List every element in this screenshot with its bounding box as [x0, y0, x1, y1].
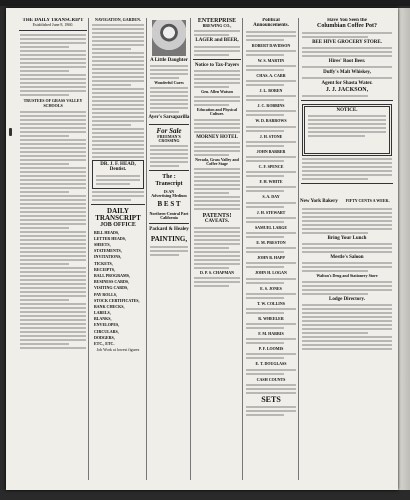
job-item: CIRCULARS,	[94, 328, 119, 334]
job-item: RECEIPTS,	[94, 266, 116, 272]
job-item: INVITATIONS,	[94, 254, 122, 260]
transcript-line-5: California	[160, 214, 178, 220]
patents-heading: PATENTS!	[202, 213, 232, 220]
hotel-ad: MORNEY HOTEL	[196, 134, 238, 140]
coffee-heading: Columbian Coffee Pot?	[317, 23, 377, 30]
notice-box	[302, 104, 392, 156]
column-5	[244, 18, 299, 480]
column-4	[192, 18, 243, 480]
candidate-name: JOHN B. HAPP	[257, 255, 285, 261]
job-item: SHEETS,	[94, 242, 111, 248]
job-item: BLANKS,	[94, 316, 112, 322]
daughter-ad-title: A Little Daughter	[150, 58, 188, 63]
viewer-toolbar	[0, 0, 410, 6]
tax-notice: Notice to Tax-Payers	[194, 62, 240, 68]
transcript-line-4: Northern-Central Part	[149, 210, 189, 216]
sarsaparilla-ad: Ayer's Sarsaparilla	[148, 115, 190, 121]
candidate-name: P. F. LOOMIS	[258, 346, 284, 352]
candidate-name: CHAS. A. CARR	[256, 72, 286, 78]
candidate-name: ROBERT DAVIDSON	[251, 42, 291, 48]
bakery-heading: New York Bakery	[300, 198, 338, 204]
job-item: STATEMENTS,	[94, 248, 122, 254]
seen-heading: Have You Seen the	[327, 18, 367, 23]
candidate-name: E. S. JONES	[260, 285, 282, 291]
masthead-title: THE DAILY TRANSCRIPT	[22, 18, 84, 23]
candidate-name: JOHN BARBER	[256, 148, 286, 154]
transcript-line-1: IS AN	[163, 189, 175, 194]
drug-store: Walton's Drug and Stationery Store	[316, 273, 378, 279]
transcript-ad-title: The : Transcript	[155, 174, 183, 187]
for-sale-sub: FREEMAN'S CROSSING	[157, 134, 181, 144]
job-item: BILL HEADS,	[94, 229, 120, 235]
job-item: LABELS,	[94, 310, 111, 316]
masthead-subtitle: Established June 8, 1860.	[32, 22, 74, 28]
job-item: TICKETS,	[94, 260, 113, 266]
job-item: ENVELOPES,	[94, 322, 120, 328]
candidate-list	[244, 44, 298, 375]
lunch-heading: Bring Your Lunch	[327, 235, 367, 241]
candidate-name: T. W. COLLINS	[257, 300, 285, 306]
fifty-cents: FIFTY CENTS A WEEK.	[345, 197, 390, 203]
candidate-name: J. H. STONE	[259, 133, 283, 139]
transcript-best: B E S T	[157, 200, 181, 209]
for-sale-heading: For Sale	[156, 126, 182, 135]
candidate-name: S. A. DAY	[262, 194, 280, 200]
sets-heading: SETS	[261, 394, 281, 404]
candidate-name: J. C. ROBBINS	[257, 103, 285, 109]
candidate-name: W. S. MARTIN	[257, 57, 285, 63]
job-item: BANK CHECKS,	[94, 303, 125, 309]
candidate-name: SAMUEL LARGE	[254, 224, 288, 230]
bee-hive-heading: BEE HIVE GROCERY STORE.	[312, 39, 382, 45]
binding-mark	[9, 128, 12, 136]
dentist-ad: DR. J. F. HEAD, Dentist.	[100, 162, 136, 173]
column-1-heading: TRUSTEES OF GRASS VALLEY SCHOOLS	[23, 98, 83, 108]
job-item: BUSINESS CARDS,	[94, 279, 130, 285]
job-item: VISITING CARDS,	[94, 285, 129, 291]
candidate-name: R. WHEELER	[258, 315, 284, 321]
cures-heading: Wonderful Cures	[154, 80, 184, 86]
candidate-name: C. F. SPENCE	[258, 164, 284, 169]
painting-ad: PAINTING,	[150, 235, 188, 244]
stage-ad: Nevada, Grass Valley and Coffee Stage	[195, 156, 239, 166]
job-item: STOCK CERTIFICATES,	[94, 297, 140, 303]
column-2	[90, 18, 147, 480]
education-ad: Education and Physical Culture.	[196, 107, 238, 117]
job-footer: Job Work at lowest figures	[96, 347, 140, 353]
enterprise-sub: BREWING CO.,	[202, 23, 232, 29]
shasta: Agent for Shasta Water.	[321, 81, 373, 87]
notice-heading: NOTICE.	[336, 107, 358, 113]
cash-counts: CASH COUNTS	[256, 376, 286, 382]
candidate-name: J. H. STEWART	[256, 209, 286, 215]
candidate-name: E. M. PRESTON	[256, 239, 286, 245]
lodge-directory: Lodge Directory.	[328, 296, 365, 302]
job-item: BALL PROGRAMS,	[94, 272, 131, 278]
job-item: DODGERS,	[94, 334, 115, 340]
caveats-heading: CAVEATS.	[204, 219, 230, 225]
candidate-name: J. L. BOREN	[259, 88, 283, 94]
job-office-title: DAILY TRANSCRIPT	[95, 206, 141, 223]
packard-ad: Packard & Healey	[149, 227, 189, 233]
chapman-ad: D. P. S. CHAPMAN	[199, 269, 235, 275]
candidate-name: E. T. DOUGLASS	[255, 361, 287, 367]
girl-illustration	[152, 20, 186, 56]
root-beer: Hires' Root Beer.	[328, 58, 366, 64]
watson-ad: Gen. Allen Watson	[201, 88, 233, 94]
saloon-heading: Mestle's Saloon	[330, 255, 364, 261]
column-3	[148, 18, 191, 480]
column-1	[18, 18, 89, 480]
candidate-name: F. H. WHITE	[259, 179, 283, 185]
job-office-subtitle: JOB OFFICE	[100, 222, 136, 229]
transcript-line-2: Advertising Medium	[151, 193, 187, 199]
lager-heading: LAGER and BEER,	[195, 38, 239, 44]
whiskey: Duffy's Malt Whiskey,	[323, 70, 371, 76]
job-services-list	[90, 231, 146, 347]
job-item: PAY ROLLS,	[94, 291, 117, 297]
jackson: J. J. JACKSON,	[325, 86, 369, 93]
newspaper-page	[6, 8, 398, 490]
candidate-name: F. M. HARRIS	[258, 331, 284, 337]
candidate-name: W. D. BARROWS	[255, 118, 287, 124]
political-heading: Political Announcements.	[253, 18, 289, 29]
enterprise-title: ENTERPRISE	[197, 18, 237, 24]
page-edge	[398, 8, 410, 490]
job-item: ETC., ETC.	[94, 341, 115, 347]
job-item: LETTER HEADS,	[94, 235, 127, 241]
candidate-name: JOHN H. LOGAN	[255, 270, 287, 276]
column-6	[300, 18, 394, 480]
col2-top-heading: NAVIGATION, GARDEN.	[95, 18, 141, 22]
